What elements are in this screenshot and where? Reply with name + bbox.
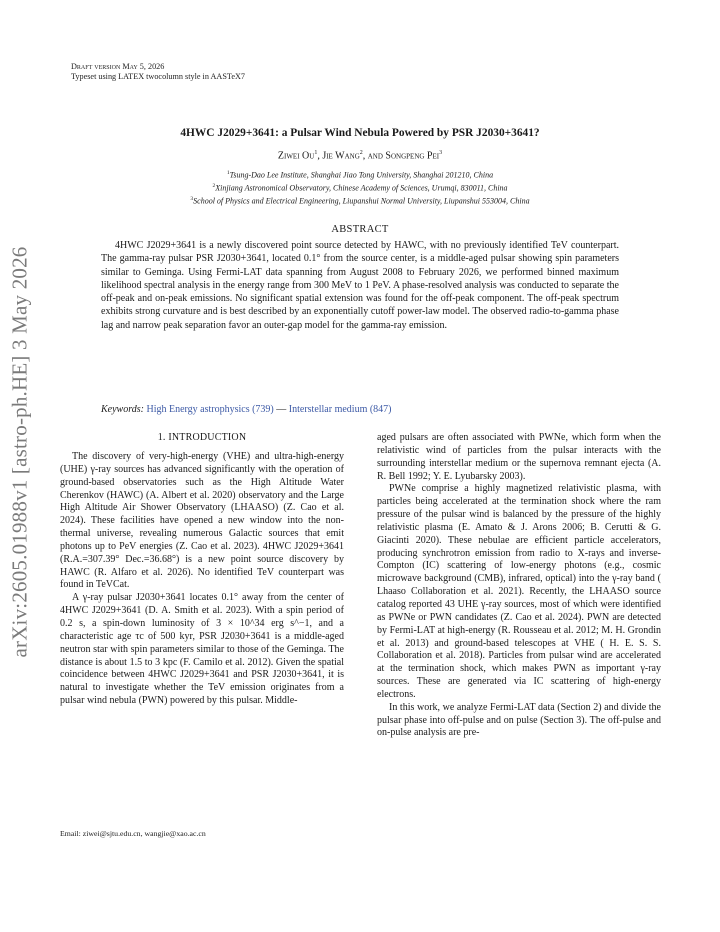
- typeset-note-line: Typeset using LATEX twocolumn style in AASTeX7: [71, 72, 245, 81]
- keywords-label: Keywords:: [101, 404, 144, 415]
- paper-title: 4HWC J2029+3641: a Pulsar Wind Nebula Powered by PSR J2030+3641?: [180, 127, 540, 139]
- author-list: Ziwei Ou$^1$, Jie Wang$^2$, and Songpeng Pei$^3$: [277, 150, 443, 162]
- arxiv-stamp-text: arXiv:2605.01988v1 [astro-ph.HE] 3 May 2026: [7, 246, 32, 658]
- body-paragraph: PWNe comprise a highly magnetized relativistic plasma, with particles being accelerated at the termination shock where the ram pressure of the pulsar wind is balanced by the pressure of the highly relativistic plasma (E. Amato & J. Arons 2006; B. Cerutti & G. Giacinti 2020). These nebulae are efficient particle accelerators, producing synchrotron emission from radio to X-rays and inverse-Compton (IC) scattering of low-energy photons (e.g., cosmic microwave background (CMB), infrared, optical) into the γ-ray band ( Lhaaso Collaboration et al. 2021). Recently, the LHAASO source catalog reported 43 UHE γ-ray sources, most of which were identified as PWNe or PWN candidates (Z. Cao et al. 2024). PWN are detected by Fermi-LAT at high-energy (R. Rousseau et al. 2012; M. H. Grondin et al. 2013) and ground-based telescopes at VHE ( H. E. S. S. Collaboration et al. 2018). Particles from pulsar wind are accelerated at the termination shock, which makes PWN as important γ-ray sources. These are generated via IC scattering of high-energy electrons.: [377, 483, 661, 700]
- affiliation-text: School of Physics and Electrical Engineering, Liupanshui Normal University, Liupanshui 553004, China: [193, 196, 530, 206]
- affiliation-number: 2: [212, 183, 216, 189]
- affiliation-text: Tsung-Dao Lee Institute, Shanghai Jiao Tong University, Shanghai 201210, China: [229, 170, 494, 180]
- right-column-body: [377, 432, 661, 740]
- keyword-link[interactable]: Interstellar medium (847): [288, 404, 392, 415]
- affiliation-text: Xinjiang Astronomical Observatory, Chinese Academy of Sciences, Urumqi, 830011, China: [215, 183, 508, 193]
- abstract-body: 4HWC J2029+3641 is a newly discovered point source detected by HAWC, with no previously identified TeV counterpart. The gamma-ray pulsar PSR J2030+3641, located 0.1° from the source center, is a middle-aged pulsar showing spin parameters similar to Geminga. Using Fermi-LAT data spanning from August 2008 to February 2026, we performed binned maximum likelihood spectral analysis in the energy range from 300 MeV to 1 PeV. A phase-resolved analysis was conducted to separate the off-peak and on-peak emissions. No significant spatial extension was found for the off-peak component. The off-peak spectrum exhibits strong curvature and is best described by an exponentially cutoff power-law model. The observed radio-to-gamma phase lag and narrow peak separation favor an outer-gap model for the gamma-ray emission.: [101, 240, 619, 331]
- affiliation-line: [0, 183, 720, 193]
- affiliation-line: [0, 196, 720, 206]
- body-paragraph: The discovery of very-high-energy (VHE) and ultra-high-energy (UHE) γ-ray sources has advanced significantly with the operation of ground-based observatories such as the High Altitude Water Cherenkov (HAWC) (A. Albert et al. 2020) observatory and the Large High Altitude Air Shower Observatory (LHAASO) (Z. Cao et al. 2024). These facilities have opened a new window into the non-thermal universe, revealing numerous Galactic sources that emit photons up to PeV energies (Z. Cao et al. 2023). 4HWC J2029+3641 (R.A.=307.39° Dec.=36.68°) is a new point source discovery by HAWC (R. Alfaro et al. 2026). No identified TeV counterpart was found in TeVCat.: [60, 451, 344, 591]
- arxiv-identifier-stamp: [2, 232, 38, 672]
- affiliation-line: [0, 170, 720, 180]
- author-name: Ziwei Ou: [277, 150, 315, 162]
- body-paragraph: aged pulsars are often associated with PWNe, which form when the relativistic wind of particles from the pulsar interacts with the surrounding interstellar medium or the supernova remnant ejecta (A. R. Bell 1992; Y. E. Lyubarsky 2003).: [377, 432, 661, 482]
- affiliation-number: 1: [226, 170, 230, 176]
- keyword-link[interactable]: High Energy astrophysics (739): [146, 404, 274, 415]
- author-affil-mark: 2: [359, 150, 363, 156]
- author-affil-mark: 1: [314, 150, 318, 156]
- body-paragraph: A γ-ray pulsar J2030+3641 locates 0.1° away from the center of 4HWC J2029+3641 (D. A. Smith et al. 2023). With a spin period of 0.2 s, a spin-down luminosity of 3 × 10^34 erg s^−1, and a characteristic age τc of 500 kyr, PSR J2030+3641 is a middle-aged neutron star with spin parameters similar to those of the Geminga. The distance is about 1.5 to 3 kpc (F. Camilo et al. 2012). Given the spatial coincidence between 4HWC J2029+3641 and PSR J2030+3641, it is natural to investigate whether the TeV emission originates from a pulsar wind nebula (PWN) powered by this pulsar. Middle-: [60, 592, 344, 707]
- abstract-heading: ABSTRACT: [331, 224, 389, 235]
- email-footnote: Email: ziwei@sjtu.edu.cn, wangjie@xao.ac.cn: [60, 829, 206, 838]
- affiliation-number: 3: [190, 196, 194, 202]
- keywords-line: [101, 404, 392, 415]
- body-paragraph: In this work, we analyze Fermi-LAT data (Section 2) and divide the pulsar phase into off-pulse and on pulse (Section 3). The off-pulse and on-pulse analysis are pre-: [377, 701, 661, 739]
- draft-version-line: Draft version May 5, 2026: [71, 62, 165, 71]
- author-affil-mark: 3: [439, 150, 443, 156]
- left-column-body: [60, 451, 344, 708]
- section-heading-introduction: 1. INTRODUCTION: [157, 432, 247, 443]
- author-name: Jie Wang: [322, 150, 360, 162]
- author-name: Songpeng Pei: [385, 150, 440, 162]
- keyword-separator: —: [276, 404, 287, 415]
